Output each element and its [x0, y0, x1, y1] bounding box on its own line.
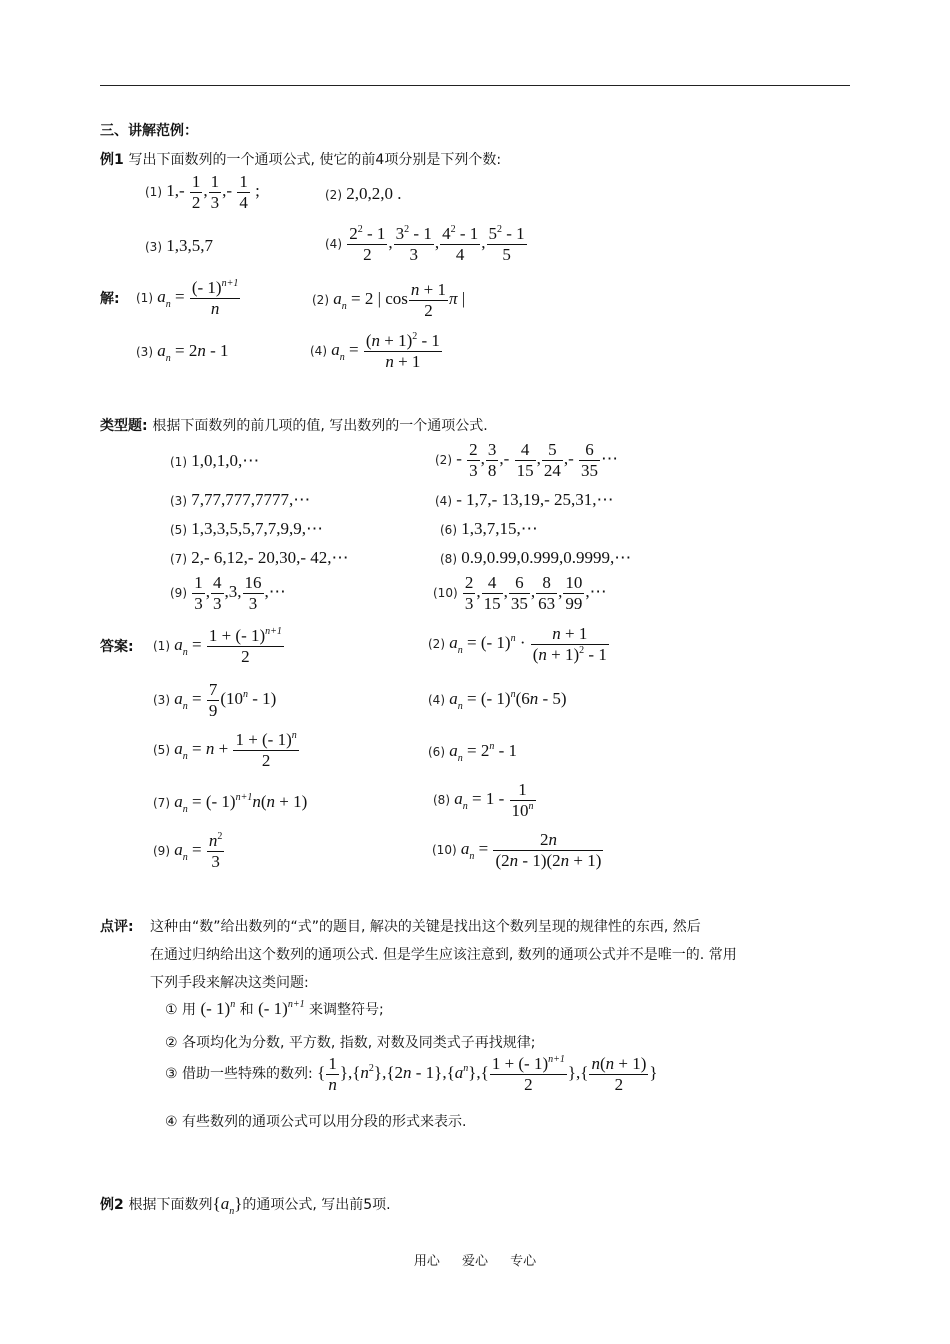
type-question-heading: 类型题: 根据下面数列的前几项的值, 写出数列的一个通项公式. — [100, 418, 488, 434]
ex1-solution-1: (1) $a_n$ = $\frac{(- 1)^{n+1}}{n}$ — [136, 278, 239, 318]
comment-point-2: ② 各项均化为分数, 平方数, 指数, 对数及同类式子再找规律; — [165, 1035, 536, 1051]
type-item-7: (7) 2,- 6,12,- 20,30,- 42,⋯ — [170, 548, 349, 567]
ex1-item-1: (1) 1,- $\frac{1}{2}$ , $\frac{1}{3}$ ,- $\frac{1}{4}$ ; — [145, 172, 260, 212]
page-footer: 用心 爱心 专心 — [413, 1254, 537, 1269]
type-item-3: (3) 7,77,777,7777,⋯ — [170, 490, 311, 509]
answer-10: (10) $a_n$ = $\frac{2n}{(2n - 1)(2n + 1)}$ — [432, 830, 602, 870]
type-item-10: (10) $\frac{2}{3}$ , $\frac{4}{15}$ , $\frac{6}{35}$ , $\frac{8}{63}$ , $\frac{10}{99}$ ,⋯ — [433, 573, 607, 613]
example-2-label: 例2 — [100, 1197, 124, 1213]
ex1-item-2: (2) 2,0,2,0 . — [325, 184, 402, 203]
ex1-solution-4: (4) $a_n$ = $\frac{(n + 1)^2 - 1}{n + 1}$ — [310, 331, 440, 371]
ex1-item-4: (4) $\frac{2^2 - 1}{2}$ , $\frac{3^2 - 1}{3}$ , $\frac{4^2 - 1}{4}$ , $\frac{5^2 - 1}{5}$ — [325, 224, 525, 264]
answer-2: (2) $a_n$ = (- 1)$^n$ · $\frac{n + 1}{(n + 1)^2 - 1}$ — [428, 624, 607, 664]
example-1-label: 例1 — [100, 152, 124, 168]
answer-3: (3) $a_n$ = $\frac{7}{9}$ (10$^n$ - 1) — [153, 680, 277, 720]
solution-label: 解: — [100, 291, 120, 307]
answer-9: (9) $a_n$ = $\frac{n^2}{3}$ — [153, 831, 223, 871]
type-item-6: (6) 1,3,7,15,⋯ — [440, 519, 538, 538]
example-1-heading — [100, 152, 501, 167]
comment-point-1: ① 用 (- 1)$^n$ 和 (- 1)$^{n+1}$ 来调整符号; — [165, 999, 384, 1018]
answer-6: (6) $a_n = 2^n - 1$ — [428, 741, 518, 764]
answer-5: (5) $a_n = n$ + $\frac{1 + (- 1)^n}{2}$ — [153, 730, 297, 770]
comment-line-2: 在通过归纳给出这个数列的通项公式. 但是学生应该注意到, 数列的通项公式并不是唯一的. 常用 — [150, 947, 737, 963]
ex1-solution-3: (3) $a_n = 2n - 1$ — [136, 341, 229, 364]
comment-point-3: ③ 借助一些特殊的数列: { $\frac{1}{n}$ }$,\{n^2\},\{2n - 1\},\{a^n\}$,{ $\frac{1 + (- 1)^{n+1}}{2}$ },{ $\frac{n(n + 1)}{2}$ } — [165, 1054, 658, 1094]
example-1-text: 写出下面数列的一个通项公式, 使它的前4项分别是下列个数: — [128, 152, 502, 168]
header-rule — [100, 85, 850, 86]
type-item-2: (2) - $\frac{2}{3}$ , $\frac{3}{8}$ ,- $\frac{4}{15}$ , $\frac{5}{24}$ ,- $\frac{6}{35}$ ⋯ — [435, 440, 619, 480]
answer-7: (7) $a_n$ = (- 1)$^{n+1}$n(n + 1) — [153, 792, 308, 815]
type-item-5: (5) 1,3,3,5,5,7,7,9,9,⋯ — [170, 519, 323, 538]
type-item-8: (8) 0.9,0.99,0.999,0.9999,⋯ — [440, 548, 632, 567]
comment-line-1: 这种由“数”给出数列的“式”的题目, 解决的关键是找出这个数列呈现的规律性的东西, 然后 — [150, 919, 701, 935]
type-item-9: (9) $\frac{1}{3}$ , $\frac{4}{3}$ ,3, $\frac{16}{3}$ ,⋯ — [170, 573, 286, 613]
answer-8: (8) $a_n = 1$ - $\frac{1}{10^n}$ — [433, 780, 534, 820]
ex1-item-3: (3) 1,3,5,7 — [145, 236, 213, 255]
comment-label: 点评: — [100, 919, 134, 935]
answer-4: (4) $a_n$ = (- 1)$^n$(6n - 5) — [428, 689, 567, 712]
answers-label: 答案: — [100, 639, 134, 655]
answer-1: (1) $a_n$ = $\frac{1 + (- 1)^{n+1}}{2}$ — [153, 626, 282, 666]
type-item-4: (4) - 1,7,- 13,19,- 25,31,⋯ — [435, 490, 614, 509]
comment-point-4: ④ 有些数列的通项公式可以用分段的形式来表示. — [165, 1114, 467, 1130]
ex1-solution-2: (2) $a_n = 2$ | cos $\frac{n + 1}{2}$ π | — [312, 280, 466, 320]
section-title: 三、讲解范例： — [100, 123, 198, 139]
comment-line-3: 下列手段来解决这类问题: — [150, 975, 309, 991]
type-item-1: (1) 1,0,1,0,⋯ — [170, 451, 260, 470]
example-2-heading: 例2 根据下面数列$\{a_n\}$的通项公式, 写出前5项. — [100, 1194, 391, 1217]
